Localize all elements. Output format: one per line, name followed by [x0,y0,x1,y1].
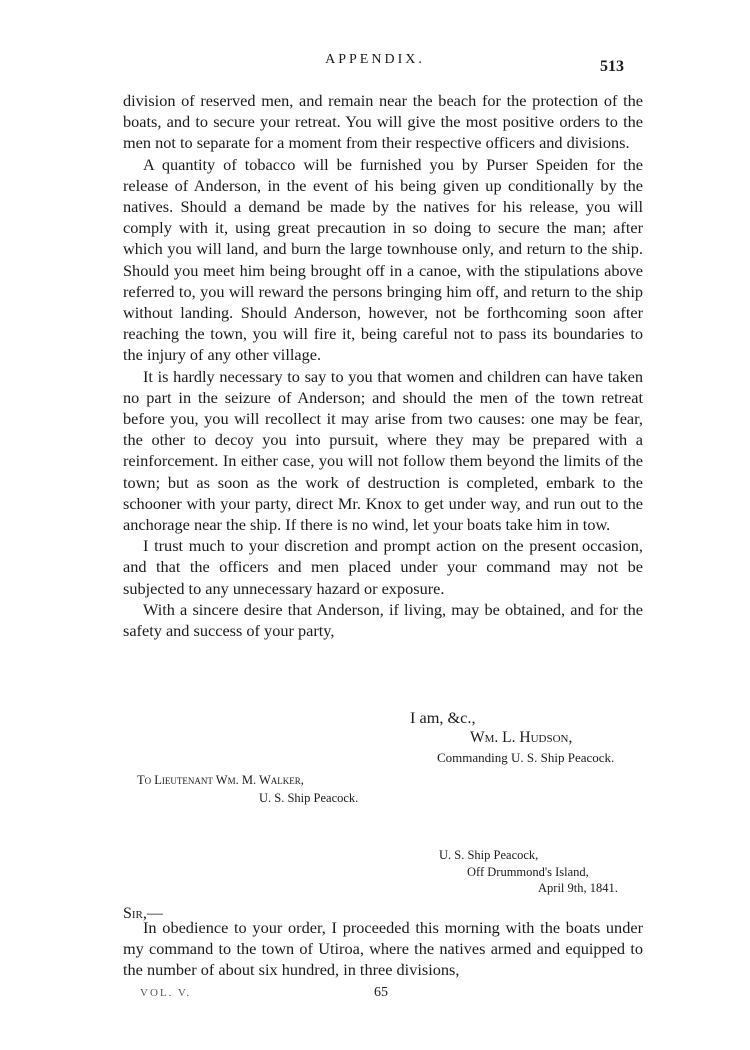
footer-number: 65 [374,985,388,1000]
dateline-date: April 9th, 1841. [538,881,618,895]
signature: Wm. L. Hudson, [470,729,573,746]
signature-mark: VOL. V. [140,987,192,999]
paragraph: In obedience to your order, I proceeded this morning with the boats under my command to the town of Utiroa, where the natives armed and equipped to the number of about six hundred, in three divisions, [123,918,643,980]
letter-body [123,90,643,641]
second-letter-body [123,917,643,981]
signature-title: Commanding U. S. Ship Peacock. [437,750,615,765]
dateline-ship: U. S. Ship Peacock, [439,848,539,862]
paragraph: A quantity of tobacco will be furnished you by Purser Speiden for the release of Anderson, in the event of his being given up conditionally by the natives. Should a demand be made by the natives for his release, you will comply with it, using great precaution in so doing to secure the man; after which you will land, and burn the large townhouse only, and return to the ship. Should you meet him being brought off in a canoe, with the stipulations above referred to, you will reward the persons bringing him off, and return to the ship without landing. Should Anderson, however, not be forthcoming soon after reaching the town, you will fire it, being careful not to pass its boundaries to the injury of any other village. [123,154,643,365]
paragraph: I trust much to your discretion and prompt action on the present occasion, and that the officers and men placed under your command may not be subjected to any unnecessary hazard or exposure. [123,536,643,598]
salutation: Sir,— [123,905,163,922]
paragraph: division of reserved men, and remain near the beach for the protection of the boats, and to secure your retreat. You will give the most positive orders to the men not to separate for a moment from their respective officers and divisions. [123,91,643,153]
paragraph: It is hardly necessary to say to you that women and children can have taken no part in the seizure of Anderson; and should the men of the town retreat before you, you will recollect it may arise from two causes: one may be fear, the other to decoy you into pursuit, where they may be prepared with a reinforcement. In either case, you will not follow them beyond the limits of the town; but as soon as the work of destruction is completed, embark to the schooner with your party, direct Mr. Knox to get under way, and run out to the anchorage near the ship. If there is no wind, let your boats take him in tow. [123,366,643,535]
page-number: 513 [600,58,624,75]
dateline-location: Off Drummond's Island, [467,865,589,879]
paragraph: With a sincere desire that Anderson, if living, may be obtained, and for the safety and success of your party, [123,599,643,641]
running-head: APPENDIX. [325,52,425,67]
addressee-name: To Lieutenant Wm. M. Walker, [137,773,304,787]
addressee-ship: U. S. Ship Peacock. [259,791,359,805]
closing-line: I am, &c., [410,708,476,727]
